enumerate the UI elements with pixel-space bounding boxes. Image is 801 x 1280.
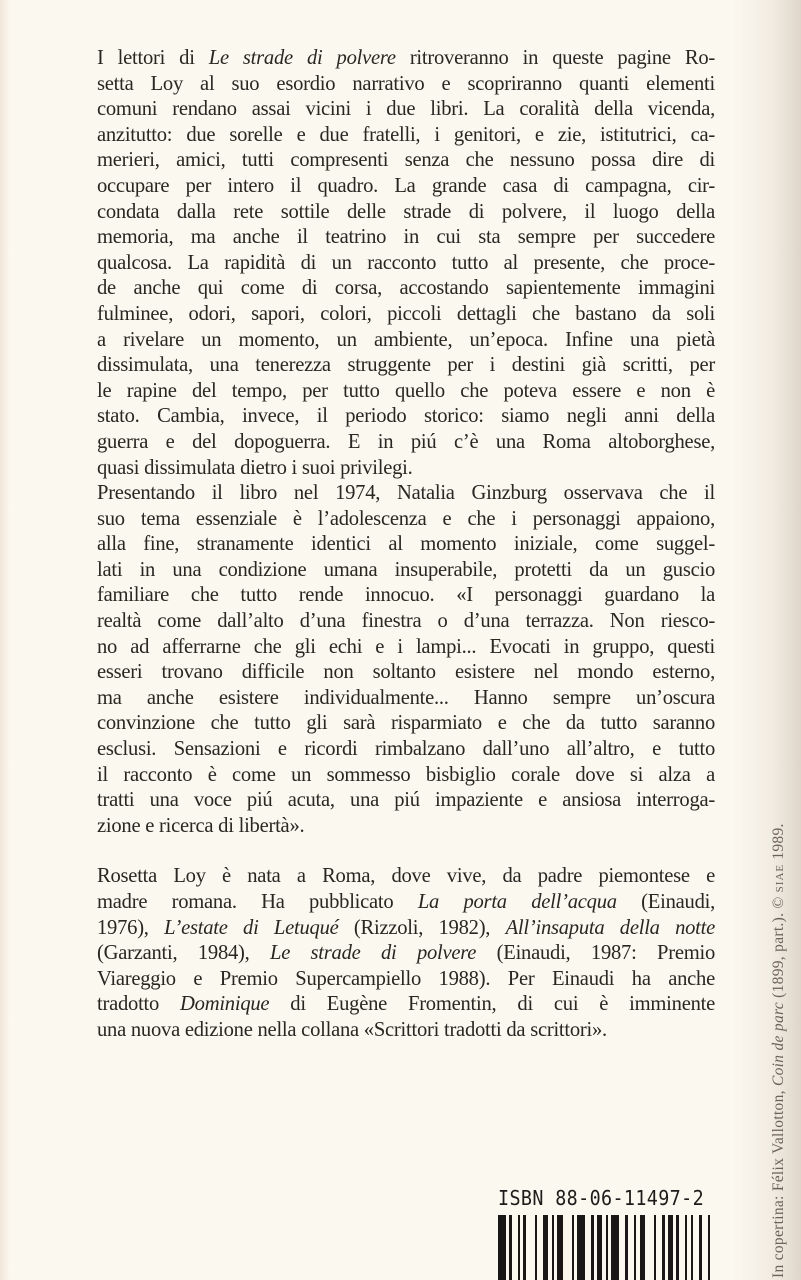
- text-line: 1976), L’estate di Letuqué (Rizzoli, 1982), All’insaputa della notte: [97, 916, 716, 939]
- book-title: Le strade di polvere: [208, 47, 396, 69]
- barcode-bar: [708, 1215, 711, 1280]
- barcode-bar: [668, 1215, 673, 1280]
- text-line: stato. Cambia, invece, il periodo storico: siamo negli anni della: [97, 405, 715, 428]
- book-title: La porta dell’acqua: [417, 891, 617, 913]
- barcode-bar: [543, 1215, 548, 1280]
- text-line: no ad afferrarne che gli echi e i lampi... Evocati in gruppo, questi: [97, 635, 715, 658]
- text-line: convinzione che tutto gli sarà risparmiato e che da tutto saranno: [97, 712, 715, 735]
- barcode-bar: [640, 1215, 645, 1280]
- credit-year: 1989.: [770, 823, 787, 864]
- text-line: condata dalla rete sottile delle strade di polvere, il luogo della: [97, 200, 715, 223]
- paragraph-gap: [97, 839, 715, 864]
- blurb-paragraph-1: [97, 46, 715, 481]
- text-line: de anche qui come di corsa, accostando sapientemente immagini: [97, 277, 715, 300]
- text-line: qualcosa. La rapidità di un racconto tutto al presente, che proce-: [97, 251, 715, 274]
- text-line: quasi dissimulata dietro i suoi privilegi.: [97, 456, 413, 479]
- barcode-bar: [676, 1215, 679, 1280]
- barcode-bar: [699, 1215, 702, 1280]
- text-line: una nuova edizione nella collana «Scrittori tradotti da scrittori».: [97, 1018, 607, 1041]
- text-line: comuni rendano assai vicini i due libri. La coralità della vicenda,: [97, 98, 715, 121]
- blurb-paragraph-2: [97, 481, 715, 839]
- barcode-bar: [611, 1215, 619, 1280]
- isbn-barcode: [498, 1215, 716, 1280]
- text-line: Presentando il libro nel 1974, Natalia Ginzburg osservava che il: [97, 482, 715, 505]
- text-line: realtà come dall’alto d’una finestra o d’una terrazza. Non riesco-: [97, 610, 715, 633]
- text-line: anzitutto: due sorelle e due fratelli, i genitori, e zie, istitutrici, ca-: [97, 123, 715, 146]
- text-line: suo tema essenziale è l’adolescenza e che i personaggi appaiono,: [97, 507, 715, 530]
- text-line: merieri, amici, tutti compresenti senza che nessuno possa dire di: [97, 149, 715, 172]
- barcode-bar: [597, 1215, 602, 1280]
- text-line: esseri trovano difficile non soltanto esistere nel mondo esterno,: [97, 661, 715, 684]
- text-line: esclusi. Sensazioni e ricordi rimbalzano dall’uno all’altro, e tutto: [97, 738, 715, 761]
- barcode-bar: [634, 1215, 637, 1280]
- text-line: memoria, ma anche il teatrino in cui sta sempre per succedere: [97, 226, 715, 249]
- credit-prefix: In copertina: Félix Vallotton,: [770, 1086, 787, 1278]
- barcode-bar: [577, 1215, 585, 1280]
- credit-work-title: Coin de parc: [770, 1002, 787, 1087]
- text-line: setta Loy al suo esordio narrativo e scopriranno quanti elementi: [97, 72, 715, 95]
- text-line: alla fine, stranamente identici al momento iniziale, come suggel-: [97, 533, 715, 556]
- text-line: (Garzanti, 1984), Le strade di polvere (Einaudi, 1987: Premio: [97, 942, 715, 965]
- barcode-bar: [523, 1215, 526, 1280]
- barcode-bar: [498, 1215, 506, 1280]
- barcode-bar: [691, 1215, 694, 1280]
- book-title: L’estate di Letuqué: [164, 916, 339, 939]
- text-line: fulminee, odori, sapori, colori, piccoli dettagli che bastano da soli: [97, 302, 715, 325]
- isbn-number: ISBN 88-06-11497-2: [498, 1186, 705, 1210]
- blurb-text: [97, 46, 715, 1044]
- barcode-bar: [572, 1215, 575, 1280]
- text-line: ma anche esistere individualmente... Hanno sempre un’oscura: [97, 686, 715, 709]
- text-line: zione e ricerca di libertà».: [97, 814, 305, 837]
- book-title: Le strade di polvere: [270, 942, 477, 965]
- barcode-bar: [625, 1215, 628, 1280]
- barcode-bar: [535, 1215, 538, 1280]
- text-line: tradotto Dominique di Eugène Fromentin, di cui è imminente: [97, 993, 715, 1016]
- text-line: familiare che tutto rende innocuo. «I personaggi guardano la: [97, 584, 715, 607]
- text-line: guerra e del dopoguerra. E in piú c’è una Roma altoborghese,: [97, 430, 715, 453]
- credit-siae: SIAE: [774, 863, 786, 893]
- book-title: Dominique: [180, 993, 270, 1016]
- text-line: occupare per intero il quadro. La grande casa di campagna, cir-: [97, 174, 715, 197]
- text-line: Rosetta Loy è nata a Roma, dove vive, da padre piemontese e: [97, 865, 715, 888]
- text-line: le rapine del tempo, per tutto quello che poteva essere e non è: [97, 379, 715, 402]
- text-line: il racconto è come un sommesso bisbiglio corale dove si alza a: [97, 763, 715, 786]
- text-line: lati in una condizione umana insuperabile, protetti da un guscio: [97, 558, 715, 581]
- barcode-bar: [557, 1215, 562, 1280]
- cover-image-credit: [770, 823, 788, 1278]
- barcode-bar: [662, 1215, 665, 1280]
- barcode-bar: [685, 1215, 688, 1280]
- book-title: All’insaputa della notte: [505, 916, 716, 939]
- text-line: I lettori di Le strade di polvere ritroveranno in queste pagine Ro-: [97, 47, 716, 69]
- text-line: Viareggio e Premio Supercampiello 1988). Per Einaudi ha anche: [97, 967, 715, 990]
- barcode-bar: [654, 1215, 657, 1280]
- barcode-bar: [509, 1215, 512, 1280]
- text-line: madre romana. Ha pubblicato La porta dell’acqua (Einaudi,: [97, 891, 715, 913]
- barcode-bar: [591, 1215, 594, 1280]
- text-line: dissimulata, una tenerezza struggente per i destini già scritti, per: [97, 354, 715, 377]
- barcode-bar: [606, 1215, 609, 1280]
- credit-suffix: (1899, part.). ©: [770, 892, 787, 1003]
- author-bio-paragraph: [97, 864, 715, 1043]
- barcode-bar: [552, 1215, 555, 1280]
- text-line: tratti una voce piú acuta, una piú impaziente e ansiosa interroga-: [97, 789, 715, 812]
- text-line: a rivelare un momento, un ambiente, un’epoca. Infine una pietà: [97, 328, 715, 351]
- barcode-bar: [518, 1215, 521, 1280]
